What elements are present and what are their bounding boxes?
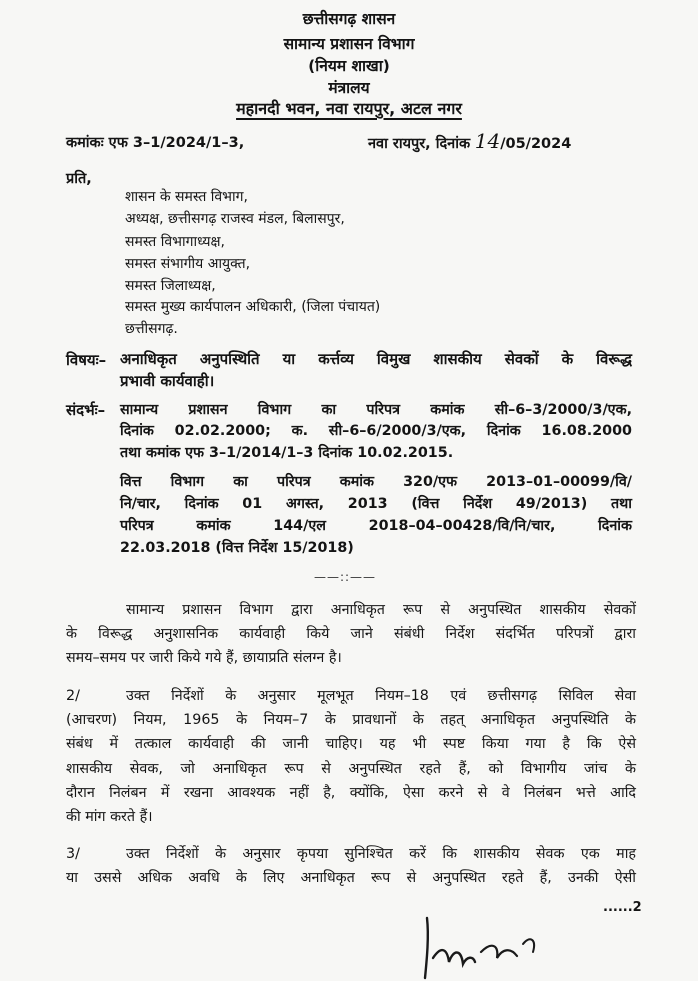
reference-line: तथा कमांक एफ 3–1/2014/1–3 दिनांक 10.02.2015. — [120, 445, 454, 461]
separator: ——::—— — [313, 570, 377, 584]
letter-number: कमांकः एफ 3–1/2024/1–3, — [66, 135, 245, 151]
recipient-line: समस्त विभागाध्यक्ष, — [125, 234, 225, 250]
recipient-line: अध्यक्ष, छत्तीसगढ़ राजस्व मंडल, बिलासपुर, — [125, 211, 345, 227]
header-state: छत्तीसगढ़ शासन — [302, 10, 396, 28]
reference-line: परिपत्र कमांक 144/एल 2018–04–00428/वि/नि/चार, दिनांक — [120, 518, 632, 534]
para2-line: दौरान निलंबन में रखना आवश्यक नहीं है, क्योंकि, ऐसा करने से वे निलंबन भत्ते आदि — [66, 785, 636, 801]
para2-line: (आचरण) नियम, 1965 के नियम–7 के प्रावधानों के तहत् अनाधिकृत अनुपस्थिति के — [66, 712, 636, 728]
para3-line: उक्त निर्देशों के अनुसार कृपया सुनिश्चित करें कि शासकीय सेवक एक माह — [126, 846, 636, 862]
para1-line: समय–समय पर जारी किये गये हैं, छायाप्रति संलग्न है। — [66, 650, 342, 666]
subject-line: अनाधिकृत अनुपस्थिति या कर्त्तव्य विमुख शासकीय सेवकों के विरूद्ध — [120, 350, 632, 368]
para2-line: की मांग करते हैं। — [66, 809, 153, 825]
recipient-line: छत्तीसगढ़. — [125, 321, 178, 337]
reference-line: सामान्य प्रशासन विभाग का परिपत्र कमांक सी–6–3/2000/3/एक, — [120, 402, 632, 418]
reference-line: 22.03.2018 (वित्त निर्देश 15/2018) — [120, 540, 354, 556]
header-ministry: मंत्रालय — [328, 79, 370, 97]
recipient-line: समस्त संभागीय आयुक्त, — [125, 256, 251, 272]
continuation-marker: ......2 — [603, 900, 642, 915]
header-department: सामान्य प्रशासन विभाग — [283, 35, 415, 53]
to-label: प्रति, — [66, 171, 92, 187]
para3-number: 3/ — [66, 846, 80, 862]
reference-line: नि/चार, दिनांक 01 अगस्त, 2013 (वित्त निर्देश 49/2013) तथा — [120, 496, 632, 512]
date-day-handwritten: 14 — [474, 129, 501, 153]
para2-number: 2/ — [66, 688, 80, 704]
recipient-line: शासन के समस्त विभाग, — [125, 189, 248, 205]
header-address: महानदी भवन, नवा रायपुर, अटल नगर — [236, 99, 462, 118]
para1-line: सामान्य प्रशासन विभाग द्वारा अनाधिकृत रूप से अनुपस्थित शासकीय सेवकों — [126, 602, 636, 618]
reference-line: वित्त विभाग का परिपत्र कमांक 320/एफ 2013–01–00099/वि/ — [120, 474, 632, 490]
para1-line: के विरूद्ध अनुशासनिक कार्यवाही किये जाने संबंधी निर्देश संदर्भित परिपत्रों द्वारा — [66, 626, 636, 642]
letter-date — [368, 131, 571, 154]
subject-label: विषयः– — [66, 351, 107, 369]
reference-line: दिनांक 02.02.2000; क. सी–6–6/2000/3/एक, दिनांक 16.08.2000 — [120, 423, 632, 439]
reference-label: संदर्भः– — [66, 401, 106, 419]
date-month-year: /05/2024 — [500, 136, 572, 152]
signature — [405, 912, 555, 981]
recipient-line: समस्त मुख्य कार्यपालन अधिकारी, (जिला पंचायत) — [125, 299, 381, 315]
para2-line: उक्त निर्देशों के अनुसार मूलभूत नियम–18 एवं छत्तीसगढ़ सिविल सेवा — [126, 688, 636, 704]
para3-line: या उससे अधिक अवधि के लिए अनाधिकृत रूप से अनुपस्थित रहते हैं, उनकी ऐसी — [66, 870, 636, 886]
date-place-label: नवा रायपुर, दिनांक — [368, 136, 471, 152]
para2-line: शासकीय सेवक, जो अनाधिकृत रूप से अनुपस्थित रहते हैं, को विभागीय जांच के — [66, 761, 636, 777]
subject-line: प्रभावी कार्यवाही। — [120, 372, 215, 390]
recipient-line: समस्त जिलाध्यक्ष, — [125, 278, 216, 294]
para2-line: संबंध में तत्काल कार्यवाही की जानी चाहिए। यह भी स्पष्ट किया गया है कि ऐसे — [66, 736, 636, 752]
header-branch: (नियम शाखा) — [308, 57, 390, 75]
